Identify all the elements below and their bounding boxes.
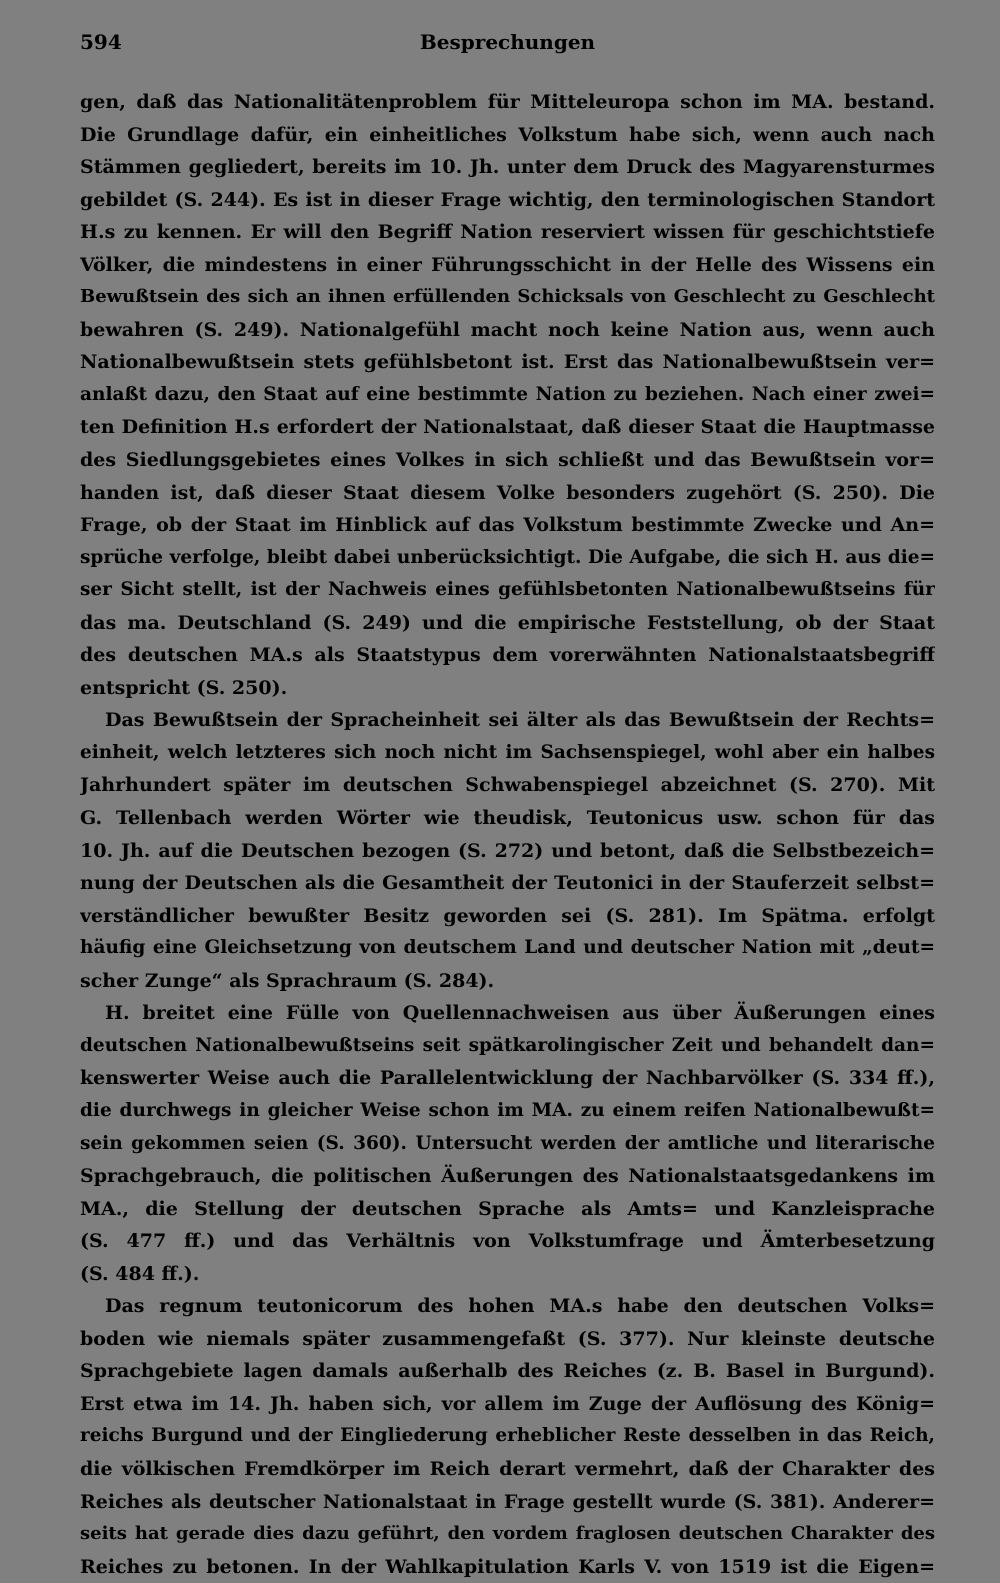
text-line: G. Tellenbach werden Wörter wie theudisk, Teutonicus usw. schon für das (80, 807, 935, 830)
text-line: Erst etwa im 14. Jh. haben sich, vor allem im Zuge der Auflösung des König= (80, 1392, 935, 1415)
text-line: ser Sicht stellt, ist der Nachweis eines gefühlsbetonten Nationalbewußtseins für (80, 579, 935, 601)
page-number: 594 (80, 30, 122, 54)
text-line: scher Zunge“ als Sprachraum (S. 284). (80, 969, 495, 992)
text-line: handen ist, daß dieser Staat diesem Volke besonders zugehört (S. 250). Die (80, 481, 935, 504)
text-line: Sprachgebrauch, die politischen Äußerungen des Nationalstaatsgedankens im (80, 1165, 935, 1188)
text-line: bewahren (S. 249). Nationalgefühl macht noch keine Nation aus, wenn auch (80, 318, 935, 341)
text-line: gen, daß das Nationalitätenproblem für Mitteleuropa schon im MA. bestand. (80, 91, 935, 113)
text-line: kenswerter Weise auch die Parallelentwicklung der Nachbarvölker (S. 334 ff.), (80, 1067, 935, 1090)
page-header (80, 30, 935, 60)
text-line: Bewußtsein des sich an ihnen erfüllenden Schicksals von Geschlecht zu Geschlecht (80, 286, 935, 308)
text-line: Reiches zu betonen. In der Wahlkapitulation Karls V. von 1519 ist die Eigen= (80, 1555, 935, 1578)
text-line: ten Definition H.s erfordert der Nationalstaat, daß dieser Staat die Hauptmasse (80, 416, 935, 439)
text-line: Das Bewußtsein der Spracheinheit sei älter als das Bewußtsein der Rechts= (105, 709, 935, 732)
text-line: Stämmen gegliedert, bereits im 10. Jh. unter dem Druck des Magyarensturmes (80, 156, 935, 179)
text-line: die durchwegs in gleicher Weise schon im MA. zu einem reifen Nationalbewußt= (80, 1099, 935, 1121)
text-line: sprüche verfolge, bleibt dabei unberücksichtigt. Die Aufgabe, die sich H. aus die= (80, 546, 935, 568)
text-line: gebildet (S. 244). Es ist in dieser Frage wichtig, den terminologischen Standort (80, 188, 935, 211)
text-line: anlaßt dazu, den Staat auf eine bestimmte Nation zu beziehen. Nach einer zwei= (80, 383, 935, 405)
text-line: seits hat gerade dies dazu geführt, den vordem fraglosen deutschen Charakter des (80, 1523, 935, 1545)
text-line: Die Grundlage dafür, ein einheitliches Volkstum habe sich, wenn auch nach (80, 123, 935, 146)
body-text (80, 86, 935, 1583)
text-line: sein gekommen seien (S. 360). Untersucht werden der amtliche und literarische (80, 1132, 935, 1154)
text-line: Nationalbewußtsein stets gefühlsbetont ist. Erst das Nationalbewußtsein ver= (80, 351, 935, 374)
text-line: MA., die Stellung der deutschen Sprache als Amts= und Kanzleisprache (80, 1197, 935, 1220)
text-line: nung der Deutschen als die Gesamtheit der Teutonici in der Stauferzeit selbst= (80, 872, 935, 895)
text-line: (S. 477 ff.) und das Verhältnis von Volkstumfrage und Ämterbesetzung (80, 1230, 935, 1253)
text-line: 10. Jh. auf die Deutschen bezogen (S. 272) und betont, daß die Selbstbezeich= (80, 839, 935, 862)
text-line: Sprachgebiete lagen damals außerhalb des Reiches (z. B. Basel in Burgund). (80, 1360, 935, 1383)
text-line: das ma. Deutschland (S. 249) und die empirische Feststellung, ob der Staat (80, 611, 935, 634)
text-line: Völker, die mindestens in einer Führungsschicht in der Helle des Wissens ein (80, 253, 935, 276)
text-line: häufig eine Gleichsetzung von deutschem Land und deutscher Nation mit „deut= (80, 937, 935, 959)
text-line: Reiches als deutscher Nationalstaat in Frage gestellt wurde (S. 381). Anderer= (80, 1490, 935, 1513)
text-line: einheit, welch letzteres sich noch nicht im Sachsenspiegel, wohl aber ein halbes (80, 741, 935, 763)
text-line: (S. 484 ff.). (80, 1262, 200, 1285)
text-line: reichs Burgund und der Eingliederung erheblicher Reste desselben in das Reich, (80, 1425, 935, 1447)
running-head: Besprechungen (419, 30, 596, 54)
text-line: des Siedlungsgebietes eines Volkes in sich schließt und das Bewußtsein vor= (80, 449, 935, 472)
text-line: des deutschen MA.s als Staatstypus dem vorerwähnten Nationalstaatsbegriff (80, 644, 935, 667)
text-line: Frage, ob der Staat im Hinblick auf das Volkstum bestimmte Zwecke und An= (80, 514, 935, 537)
text-line: deutschen Nationalbewußtseins seit spätkarolingischer Zeit und behandelt dan= (80, 1034, 935, 1056)
text-line: H. breitet eine Fülle von Quellennachweisen aus über Äußerungen eines (105, 1002, 935, 1025)
text-line: boden wie niemals später zusammengefaßt (S. 377). Nur kleinste deutsche (80, 1327, 935, 1350)
text-line: H.s zu kennen. Er will den Begriff Nation reserviert wissen für geschichtstiefe (80, 221, 935, 244)
text-line: Jahrhundert später im deutschen Schwabenspiegel abzeichnet (S. 270). Mit (80, 774, 935, 797)
text-line: Das regnum teutonicorum des hohen MA.s habe den deutschen Volks= (105, 1295, 935, 1318)
text-line: entspricht (S. 250). (80, 676, 288, 699)
text-line: die völkischen Fremdkörper im Reich derart vermehrt, daß der Charakter des (80, 1457, 935, 1480)
text-line: verständlicher bewußter Besitz geworden sei (S. 281). Im Spätma. erfolgt (80, 904, 935, 927)
